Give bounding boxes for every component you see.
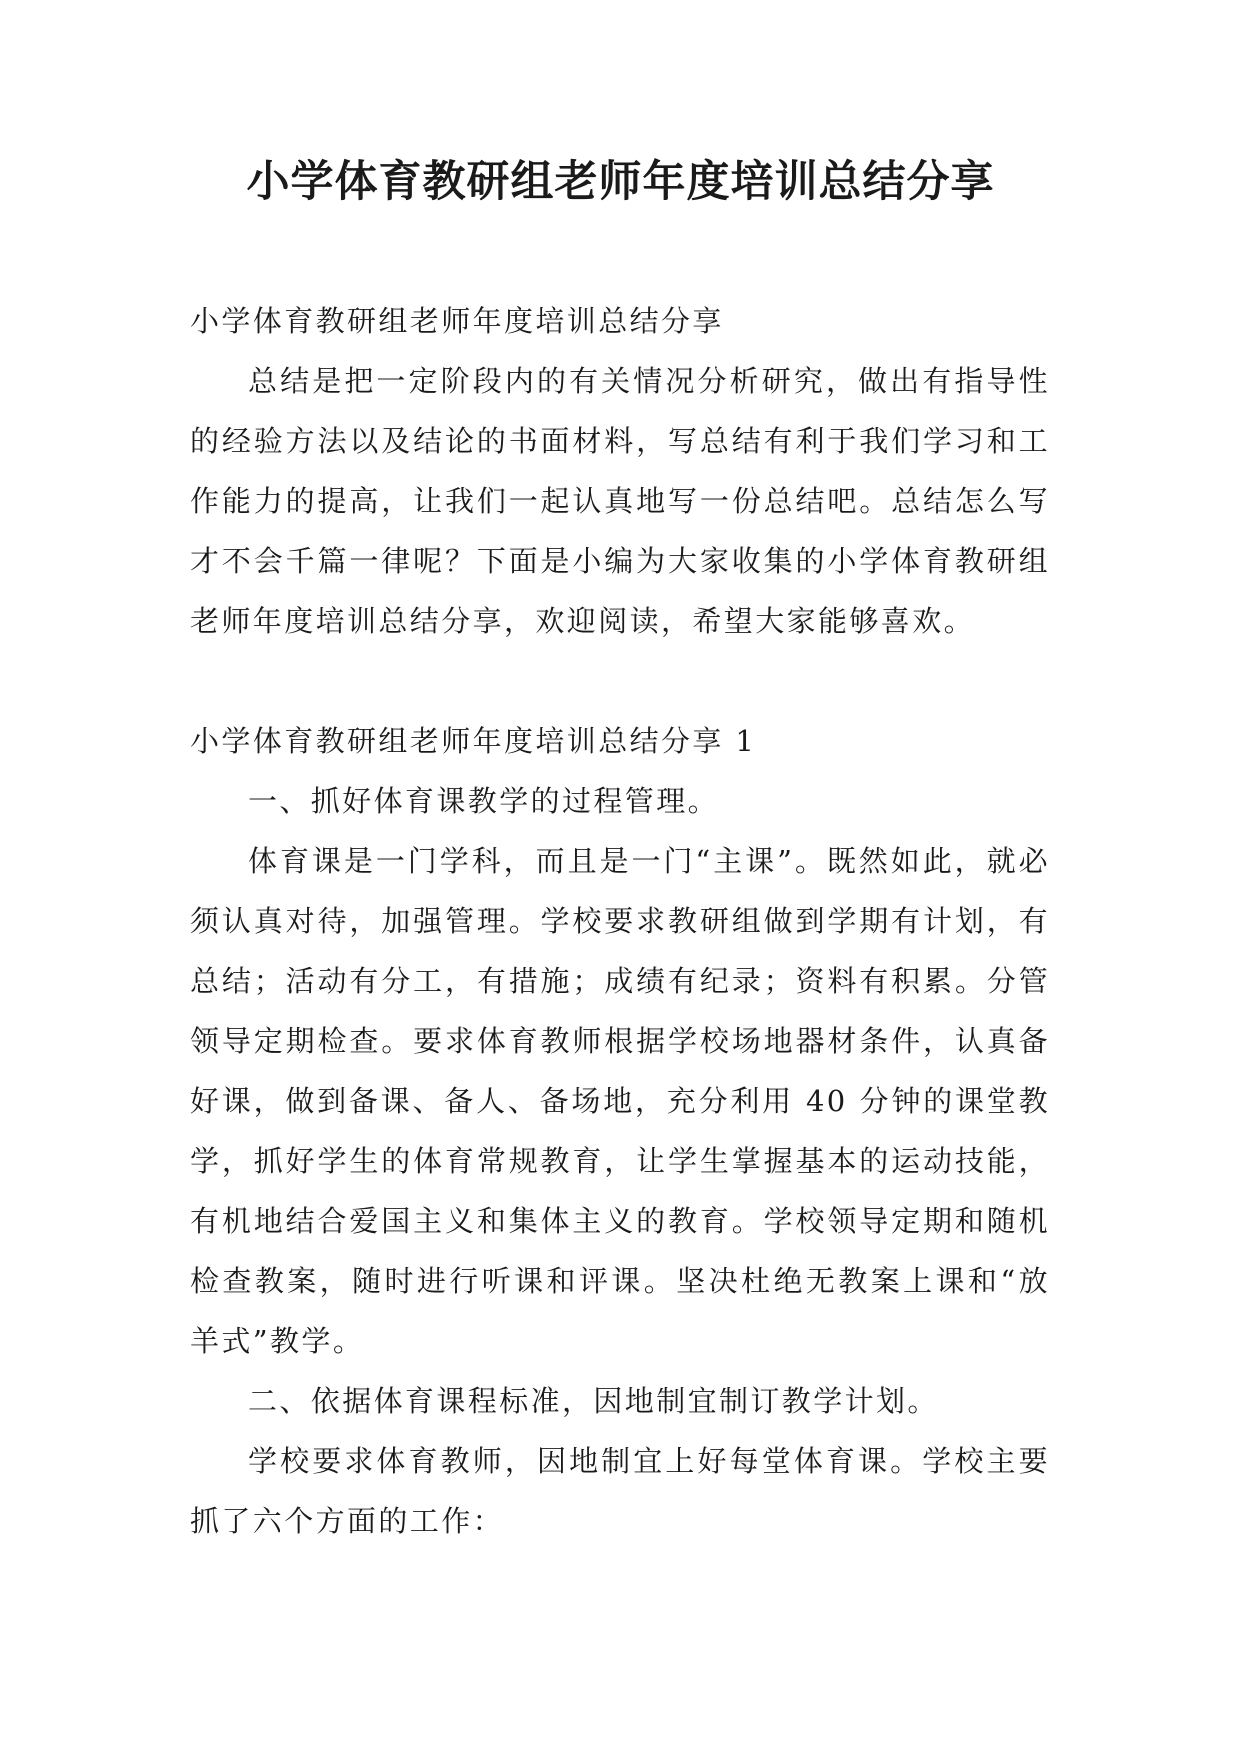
point-heading-1: 一、抓好体育课教学的过程管理。 [248, 784, 720, 818]
section-heading: 小学体育教研组老师年度培训总结分享 1 [190, 724, 757, 758]
intro-paragraph: 总结是把一定阶段内的有关情况分析研究，做出有指导性的经验方法以及结论的书面材料，写总结有利于我们学习和工作能力的提高，让我们一起认真地写一份总结吧。总结怎么写才不会千篇一律呢？下面是小编为大家收集的小学体育教研组老师年度培训总结分享，欢迎阅读，希望大家能够喜欢。 [190, 364, 1050, 638]
point-heading-2: 二、依据体育课程标准，因地制宜制订教学计划。 [248, 1384, 939, 1418]
subtitle-line: 小学体育教研组老师年度培训总结分享 [190, 304, 724, 338]
body-paragraph-1: 体育课是一门学科，而且是一门“主课”。既然如此，就必须认真对待，加强管理。学校要求教研组做到学期有计划，有总结；活动有分工，有措施；成绩有纪录；资料有积累。分管领导定期检查。要求体育教师根据学校场地器材条件，认真备好课，做到备课、备人、备场地，充分利用 40 分钟的课堂教学，抓好学生的体育常规教育，让学生掌握基本的运动技能，有机地结合爱国主义和集体主义的教育。学校领导定期和随机检查教案，随时进行听课和评课。坚决杜绝无教案上课和“放羊式”教学。 [190, 844, 1050, 1358]
body-paragraph-2: 学校要求体育教师，因地制宜上好每堂体育课。学校主要抓了六个方面的工作： [190, 1444, 1050, 1538]
document-title: 小学体育教研组老师年度培训总结分享 [246, 157, 995, 207]
document-body [190, 291, 1050, 1551]
